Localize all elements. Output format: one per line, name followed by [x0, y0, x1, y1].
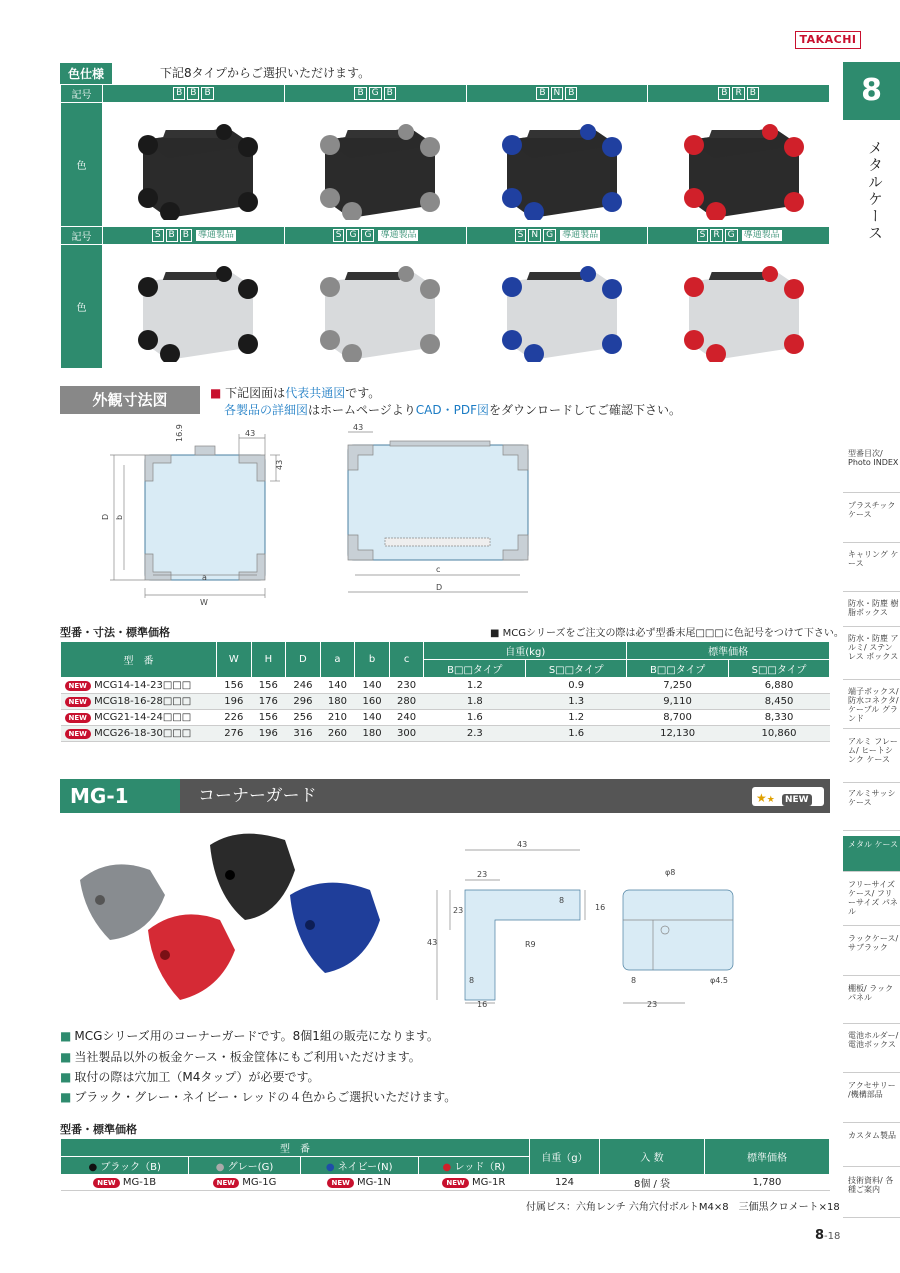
color-header: [189, 1157, 300, 1175]
model-name: MCG14-14-23□□□: [94, 680, 192, 691]
table-cell: 1.2: [526, 710, 627, 726]
spec-table: [60, 641, 830, 742]
product-photo: [648, 245, 830, 369]
model-cell: [61, 726, 217, 742]
sidebar-item[interactable]: フリーサイズ ケース/ フリーサイズ パネル: [843, 876, 900, 926]
color-code-letter: B: [187, 87, 199, 100]
metal-case-image: [482, 110, 632, 220]
color-code-letter: B: [747, 87, 759, 100]
dim-label: c: [436, 565, 441, 574]
new-tag: NEW: [93, 1178, 119, 1188]
table-cell: 196: [217, 694, 252, 710]
sidebar-item[interactable]: 型番目次/ Photo INDEX: [843, 445, 900, 493]
product-photo: [103, 103, 285, 227]
model-cell: [189, 1175, 300, 1191]
new-tag: NEW: [327, 1178, 353, 1188]
col-d: D: [286, 642, 321, 678]
spec-table-note: ■ MCGシリーズをご注文の際は必ず型番末尾□□□に色記号をつけて下さい。: [490, 628, 844, 639]
product-photo: [103, 245, 285, 369]
table-cell: 280: [389, 694, 424, 710]
color-code-letter: B: [536, 87, 548, 100]
code-cell: [103, 85, 285, 103]
metal-case-image: [300, 110, 450, 220]
table-cell: 160: [355, 694, 390, 710]
table-cell: 180: [320, 694, 355, 710]
code-cell: [466, 227, 648, 245]
color-dot-icon: ●: [442, 1162, 452, 1173]
conductive-label: 導通製品: [562, 230, 599, 240]
dimension-note-1: ■ 下記図面は代表共通図です。: [210, 386, 381, 400]
color-code-letter: G: [543, 229, 556, 242]
table-cell: 1.3: [526, 694, 627, 710]
feature-bullet: ■ MCGシリーズ用のコーナーガードです。8個1組の販売になります。: [60, 1027, 439, 1044]
sidebar-item[interactable]: 防水・防塵 樹脂ボックス: [843, 595, 900, 627]
table-cell: 1.2: [424, 678, 526, 694]
color-header: [300, 1157, 418, 1175]
mg1-model: MG-1: [60, 779, 180, 813]
dim-label: a: [202, 573, 207, 582]
color-dot-icon: ●: [215, 1162, 225, 1173]
new-tag: NEW: [65, 681, 91, 691]
product-photo: [648, 103, 830, 227]
model-name: MG-1R: [471, 1177, 506, 1188]
page-sub: -18: [824, 1231, 841, 1242]
col-a: a: [320, 642, 355, 678]
model-name: MG-1G: [242, 1177, 277, 1188]
star-icon: ★: [766, 795, 775, 805]
code-cell: [466, 85, 648, 103]
new-badge: [752, 787, 824, 806]
brand-logo: TAKACHI: [795, 31, 861, 49]
page-chapter: 8: [815, 1228, 825, 1243]
product-photo: [466, 103, 648, 227]
page-number: [815, 1228, 840, 1243]
code-cell: [103, 227, 285, 245]
color-code-letter: B: [565, 87, 577, 100]
model-name: MG-1N: [357, 1177, 391, 1188]
dim-label: 43: [245, 429, 256, 438]
table-cell: 176: [251, 694, 286, 710]
color-code-letter: B: [384, 87, 396, 100]
model-name: MCG21-14-24□□□: [94, 712, 192, 723]
table-cell: 7,250: [627, 678, 729, 694]
color-code-letter: B: [180, 229, 192, 242]
table-cell: 226: [217, 710, 252, 726]
note-link: 代表共通図: [285, 386, 346, 400]
table-cell: 6,880: [729, 678, 830, 694]
color-code-letter: S: [152, 229, 164, 242]
table-cell: 8,450: [729, 694, 830, 710]
code-cell: [284, 85, 466, 103]
chapter-title: メタルケース: [866, 140, 884, 242]
spec-table-title: 型番・寸法・標準価格: [60, 626, 170, 639]
table-cell: 9,110: [627, 694, 729, 710]
color-spec-tag: 色仕様: [60, 63, 112, 84]
note-text: をダウンロードしてご確認下さい。: [489, 403, 682, 417]
dim-label: 16: [595, 903, 606, 912]
dim-label: b: [115, 514, 124, 520]
new-badge-label: NEW: [782, 794, 812, 806]
sidebar-item[interactable]: 棚板/ ラックパネル: [843, 980, 900, 1024]
table-cell: 256: [286, 710, 321, 726]
col-price-b: B□□タイプ: [627, 660, 729, 678]
dim-label: 43: [427, 938, 438, 947]
table-cell: 12,130: [627, 726, 729, 742]
table-cell: 210: [320, 710, 355, 726]
col-w: W: [217, 642, 252, 678]
col-h: H: [251, 642, 286, 678]
mg1-title: コーナーガード: [198, 786, 317, 806]
color-code-letter: G: [361, 229, 374, 242]
feature-bullet: ■ 当社製品以外の板金ケース・板金筐体にもご利用いただけます。: [60, 1048, 421, 1065]
table-cell: 246: [286, 678, 321, 694]
col-price: 標準価格: [705, 1139, 830, 1175]
metal-case-image: [664, 252, 814, 362]
color-code-letter: B: [354, 87, 366, 100]
dimension-note-2: [224, 401, 681, 418]
col-weight: 自重（g）: [530, 1139, 600, 1175]
sidebar-item[interactable]: メタル ケース: [843, 836, 900, 872]
model-cell: [300, 1175, 418, 1191]
model-cell: [61, 694, 217, 710]
dim-label: 8: [631, 976, 637, 985]
table-cell: 8個 / 袋: [600, 1175, 705, 1191]
dim-label: W: [200, 598, 208, 607]
dim-label: D: [436, 583, 443, 592]
table-cell: 1.8: [424, 694, 526, 710]
color-name: レッド（R): [454, 1162, 506, 1173]
color-code-letter: R: [732, 87, 744, 100]
col-weight-b: B□□タイプ: [424, 660, 526, 678]
code-cell: [284, 227, 466, 245]
table-row: [61, 726, 830, 742]
table-cell: 156: [251, 678, 286, 694]
dim-label: D: [101, 513, 110, 520]
conductive-label: 導通製品: [380, 230, 417, 240]
note-text: です。: [345, 386, 381, 400]
color-code-letter: B: [166, 229, 178, 242]
color-code-letter: B: [201, 87, 213, 100]
model-cell: [61, 710, 217, 726]
new-tag: NEW: [442, 1178, 468, 1188]
dim-label: 8: [559, 896, 565, 905]
note-link: 各製品の詳細図: [224, 403, 309, 417]
star-icon: ★: [756, 791, 767, 805]
product-photo: [284, 245, 466, 369]
col-model: 型 番: [61, 1139, 530, 1157]
table-cell: 2.3: [424, 726, 526, 742]
color-code-letter: G: [369, 87, 382, 100]
color-code-letter: N: [528, 229, 541, 242]
sidebar-item[interactable]: プラスチック ケース: [843, 497, 900, 543]
sidebar-item[interactable]: キャリング ケース: [843, 546, 900, 592]
table-cell: 140: [355, 710, 390, 726]
new-tag: NEW: [65, 697, 91, 707]
model-name: MG-1B: [122, 1177, 157, 1188]
dim-label: 23: [477, 870, 488, 879]
col-b: b: [355, 642, 390, 678]
table-cell: 8,700: [627, 710, 729, 726]
table-cell: 156: [251, 710, 286, 726]
dim-label: 43: [353, 423, 364, 432]
color-header: [418, 1157, 529, 1175]
col-price-s: S□□タイプ: [729, 660, 830, 678]
table-cell: 1,780: [705, 1175, 830, 1191]
table-cell: 240: [389, 710, 424, 726]
sidebar-item[interactable]: アクセサリー /機構部品: [843, 1077, 900, 1123]
color-dot-icon: ●: [325, 1162, 335, 1173]
corner-guard-photo: [70, 825, 400, 1020]
table-cell: 0.9: [526, 678, 627, 694]
model-name: MCG26-18-30□□□: [94, 728, 192, 739]
metal-case-image: [300, 252, 450, 362]
feature-bullet: ■ ブラック・グレー・ネイビー・レッドの４色からご選択いただけます。: [60, 1088, 456, 1105]
color-code-letter: S: [333, 229, 345, 242]
color-code-letter: S: [697, 229, 709, 242]
model-name: MCG18-16-28□□□: [94, 696, 192, 707]
dim-label: 23: [647, 1000, 658, 1009]
table-cell: 124: [530, 1175, 600, 1191]
table-cell: 10,860: [729, 726, 830, 742]
code-cell: [648, 85, 830, 103]
dim-label: R9: [525, 940, 536, 949]
model-cell: [61, 678, 217, 694]
note-text: 下記図面は: [225, 386, 286, 400]
mg1-table-title: 型番・標準価格: [60, 1123, 137, 1136]
code-label: 記号: [61, 85, 103, 103]
dim-label: 16.9: [175, 424, 184, 442]
color-dot-icon: ●: [88, 1162, 98, 1173]
table-cell: 230: [389, 678, 424, 694]
metal-case-image: [118, 252, 268, 362]
color-label: 色: [61, 103, 103, 227]
table-row: [61, 678, 830, 694]
col-weight: 自重(kg): [424, 642, 627, 660]
col-model: 型 番: [61, 642, 217, 678]
code-label: 記号: [61, 227, 103, 245]
table-cell: 260: [320, 726, 355, 742]
table-cell: 316: [286, 726, 321, 742]
table-cell: 140: [355, 678, 390, 694]
new-tag: NEW: [65, 713, 91, 723]
model-cell: [418, 1175, 529, 1191]
new-tag: NEW: [65, 729, 91, 739]
table-cell: 8,330: [729, 710, 830, 726]
product-photo: [284, 103, 466, 227]
product-photo: [466, 245, 648, 369]
model-cell: [61, 1175, 189, 1191]
code-cell: [648, 227, 830, 245]
color-code-letter: G: [725, 229, 738, 242]
sidebar-item[interactable]: ラックケース/ サブラック: [843, 930, 900, 976]
color-name: グレー(G): [227, 1162, 274, 1173]
table-row: [61, 694, 830, 710]
dim-label: 16: [477, 1000, 488, 1009]
dim-label: 43: [275, 459, 284, 470]
chapter-number: 8: [843, 62, 900, 120]
color-spec-intro: 下記8タイプからご選択いただけます。: [160, 66, 371, 80]
table-cell: 180: [355, 726, 390, 742]
sidebar-item[interactable]: 端子ボックス/ 防水コネクタ/ ケーブル グランド: [843, 683, 900, 729]
sidebar-item[interactable]: アルミ フレーム/ ヒートシンク ケース: [843, 733, 900, 783]
col-price: 標準価格: [627, 642, 830, 660]
table-cell: 296: [286, 694, 321, 710]
note-text: はホームページより: [308, 403, 416, 417]
feature-bullet: ■ 取付の際は穴加工（M4タップ）が必要です。: [60, 1068, 320, 1085]
color-code-letter: N: [551, 87, 564, 100]
mg1-table: [60, 1138, 830, 1191]
sidebar-item[interactable]: アルミサッシ ケース: [843, 785, 900, 831]
sidebar-item[interactable]: 技術資料/ 各種ご案内: [843, 1172, 900, 1218]
col-weight-s: S□□タイプ: [526, 660, 627, 678]
mg1-accessory-note: 付属ビス：六角レンチ 六角穴付ボルトM4×8 三価黒クロメート×18: [526, 1202, 840, 1213]
table-cell: 156: [217, 678, 252, 694]
col-qty: 入 数: [600, 1139, 705, 1175]
dimension-drawing: [100, 420, 540, 610]
sidebar-item[interactable]: 電池ホルダー/ 電池ボックス: [843, 1027, 900, 1073]
color-code-letter: B: [173, 87, 185, 100]
table-cell: 1.6: [526, 726, 627, 742]
color-name: ネイビー(N): [337, 1162, 393, 1173]
color-name: ブラック（B): [100, 1162, 161, 1173]
conductive-label: 導通製品: [197, 230, 234, 240]
dim-label: 8: [469, 976, 475, 985]
table-cell: 276: [217, 726, 252, 742]
dim-label: 43: [517, 840, 528, 849]
dimension-tag: 外観寸法図: [60, 386, 200, 414]
table-cell: 300: [389, 726, 424, 742]
col-c: c: [389, 642, 424, 678]
color-code-letter: G: [346, 229, 359, 242]
color-code-letter: B: [718, 87, 730, 100]
table-cell: 1.6: [424, 710, 526, 726]
color-spec-table: [60, 84, 830, 369]
color-label: 色: [61, 245, 103, 369]
corner-guard-drawing: [425, 835, 755, 1010]
color-code-letter: R: [710, 229, 722, 242]
table-cell: 196: [251, 726, 286, 742]
sidebar-item[interactable]: カスタム製品: [843, 1127, 900, 1167]
note-link: CAD・PDF図: [415, 403, 489, 417]
new-tag: NEW: [213, 1178, 239, 1188]
metal-case-image: [118, 110, 268, 220]
metal-case-image: [482, 252, 632, 362]
table-cell: 140: [320, 678, 355, 694]
dim-label: φ8: [665, 868, 676, 877]
color-code-letter: S: [515, 229, 527, 242]
dim-label: 23: [453, 906, 464, 915]
table-row: [61, 710, 830, 726]
dim-label: φ4.5: [710, 976, 728, 985]
color-header: [61, 1157, 189, 1175]
metal-case-image: [664, 110, 814, 220]
sidebar-item[interactable]: 防水・防塵 アルミ/ ステンレス ボックス: [843, 630, 900, 680]
conductive-label: 導通製品: [743, 230, 780, 240]
